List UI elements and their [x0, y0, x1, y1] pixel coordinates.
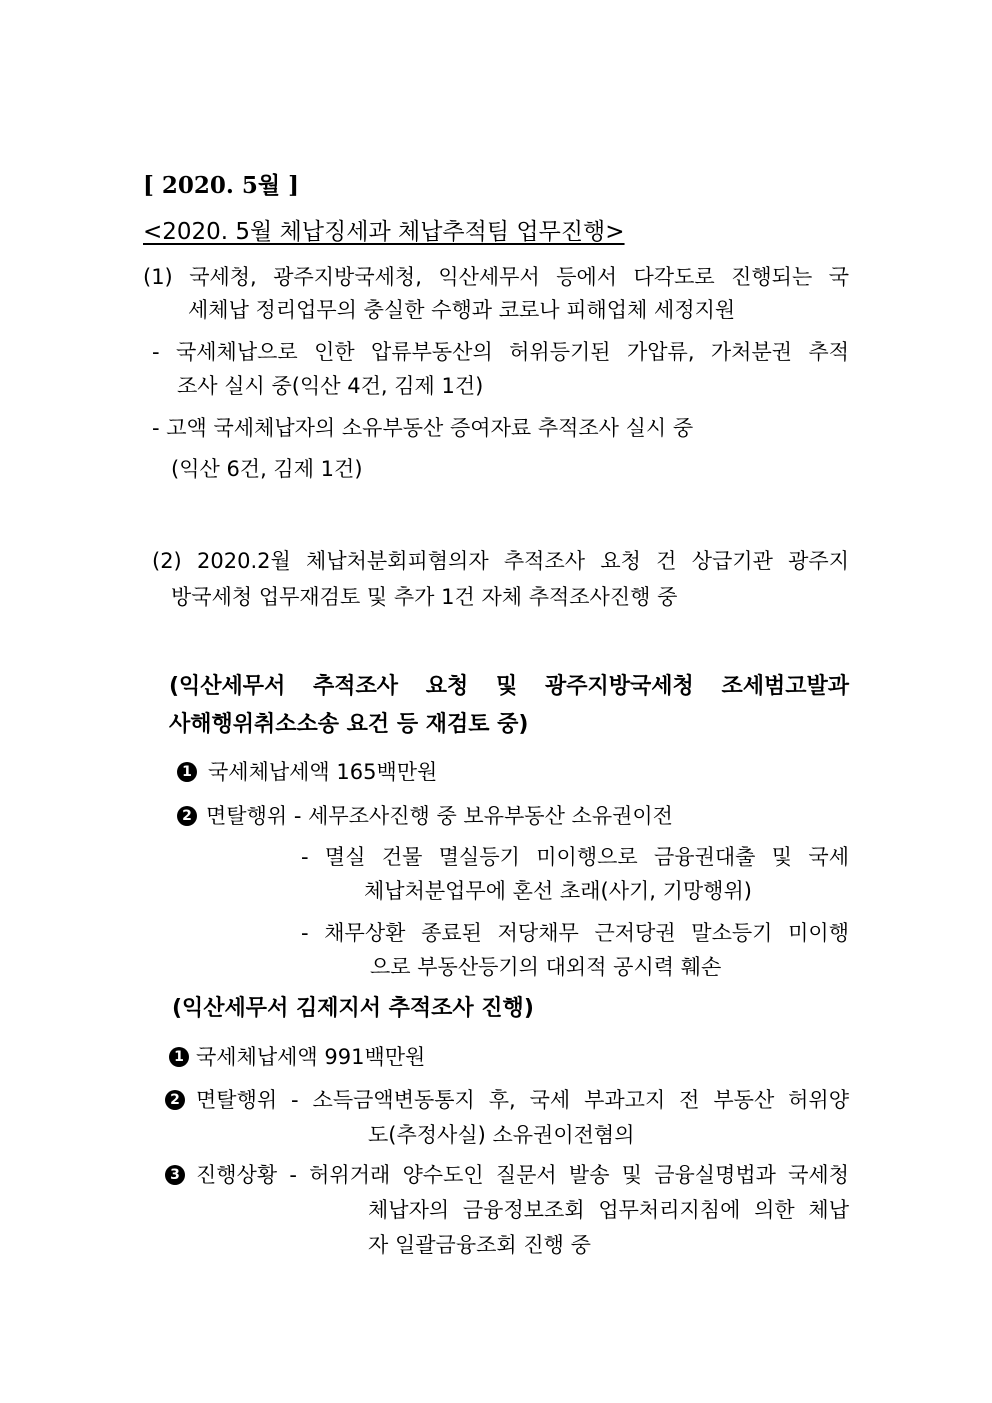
date-heading: [ 2020. 5월 ]: [143, 172, 300, 199]
number-2-icon: 2: [177, 806, 197, 826]
page-title: <2020. 5월 체납징세과 체납추적팀 업무진행>: [143, 219, 625, 245]
case2-heading: (익산세무서 김제지서 추적조사 진행): [172, 996, 534, 1021]
item2-line1: (2) 2020.2월 체납처분회피혐의자 추적조사 요청 건 상급기관 광주지: [152, 549, 849, 573]
item1-sub1-line1: - 국세체납으로 인한 압류부동산의 허위등기된 가압류, 가처분권 추적: [152, 340, 849, 364]
item1-line1: (1) 국세청, 광주지방국세청, 익산세무서 등에서 다각도로 진행되는 국: [143, 265, 849, 289]
case1-heading-line2: 사해행위취소소송 요건 등 재검토 중): [169, 712, 529, 737]
case1-point2-sub1-line2: 체납처분업무에 혼선 초래(사기, 기망행위): [364, 879, 752, 903]
number-3-icon: 3: [165, 1165, 185, 1185]
number-1-icon: 1: [177, 762, 197, 782]
case2-point3-line3: 자 일괄금융조회 진행 중: [368, 1233, 591, 1257]
number-1-icon: 1: [169, 1047, 189, 1067]
case1-point2-sub1-line1: - 멸실 건물 멸실등기 미이행으로 금융권대출 및 국세: [301, 845, 849, 869]
case1-point2-text: 면탈행위 - 세무조사진행 중 보유부동산 소유권이전: [206, 804, 673, 828]
case2-point2-line2: 도(추정사실) 소유권이전혐의: [368, 1123, 635, 1147]
item2-line2: 방국세청 업무재검토 및 추가 1건 자체 추적조사진행 중: [171, 585, 678, 609]
number-2-icon: 2: [165, 1090, 185, 1110]
case2-point3-line2: 체납자의 금융정보조회 업무처리지침에 의한 체납: [368, 1198, 849, 1222]
case1-heading-line1: (익산세무서 추적조사 요청 및 광주지방국세청 조세범고발과: [169, 674, 849, 699]
item1-sub2-line2: (익산 6건, 김제 1건): [171, 457, 363, 481]
item1-sub1-line2: 조사 실시 중(익산 4건, 김제 1건): [177, 374, 484, 398]
case2-point1-text: 국세체납세액 991백만원: [196, 1045, 426, 1069]
item1-line2: 세체납 정리업무의 충실한 수행과 코로나 피해업체 세정지원: [188, 298, 736, 322]
item1-sub2-line1: - 고액 국세체납자의 소유부동산 증여자료 추적조사 실시 중: [152, 416, 694, 440]
case1-point2-sub2-line1: - 채무상환 종료된 저당채무 근저당권 말소등기 미이행: [301, 921, 849, 945]
case1-point1-text: 국세체납세액 165백만원: [208, 760, 438, 784]
case2-point3-line1: 진행상황 - 허위거래 양수도인 질문서 발송 및 금융실명법과 국세청: [196, 1163, 849, 1187]
case2-point2-line1: 면탈행위 - 소득금액변동통지 후, 국세 부과고지 전 부동산 허위양: [196, 1088, 849, 1112]
case1-point2-sub2-line2: 으로 부동산등기의 대외적 공시력 훼손: [370, 955, 722, 979]
